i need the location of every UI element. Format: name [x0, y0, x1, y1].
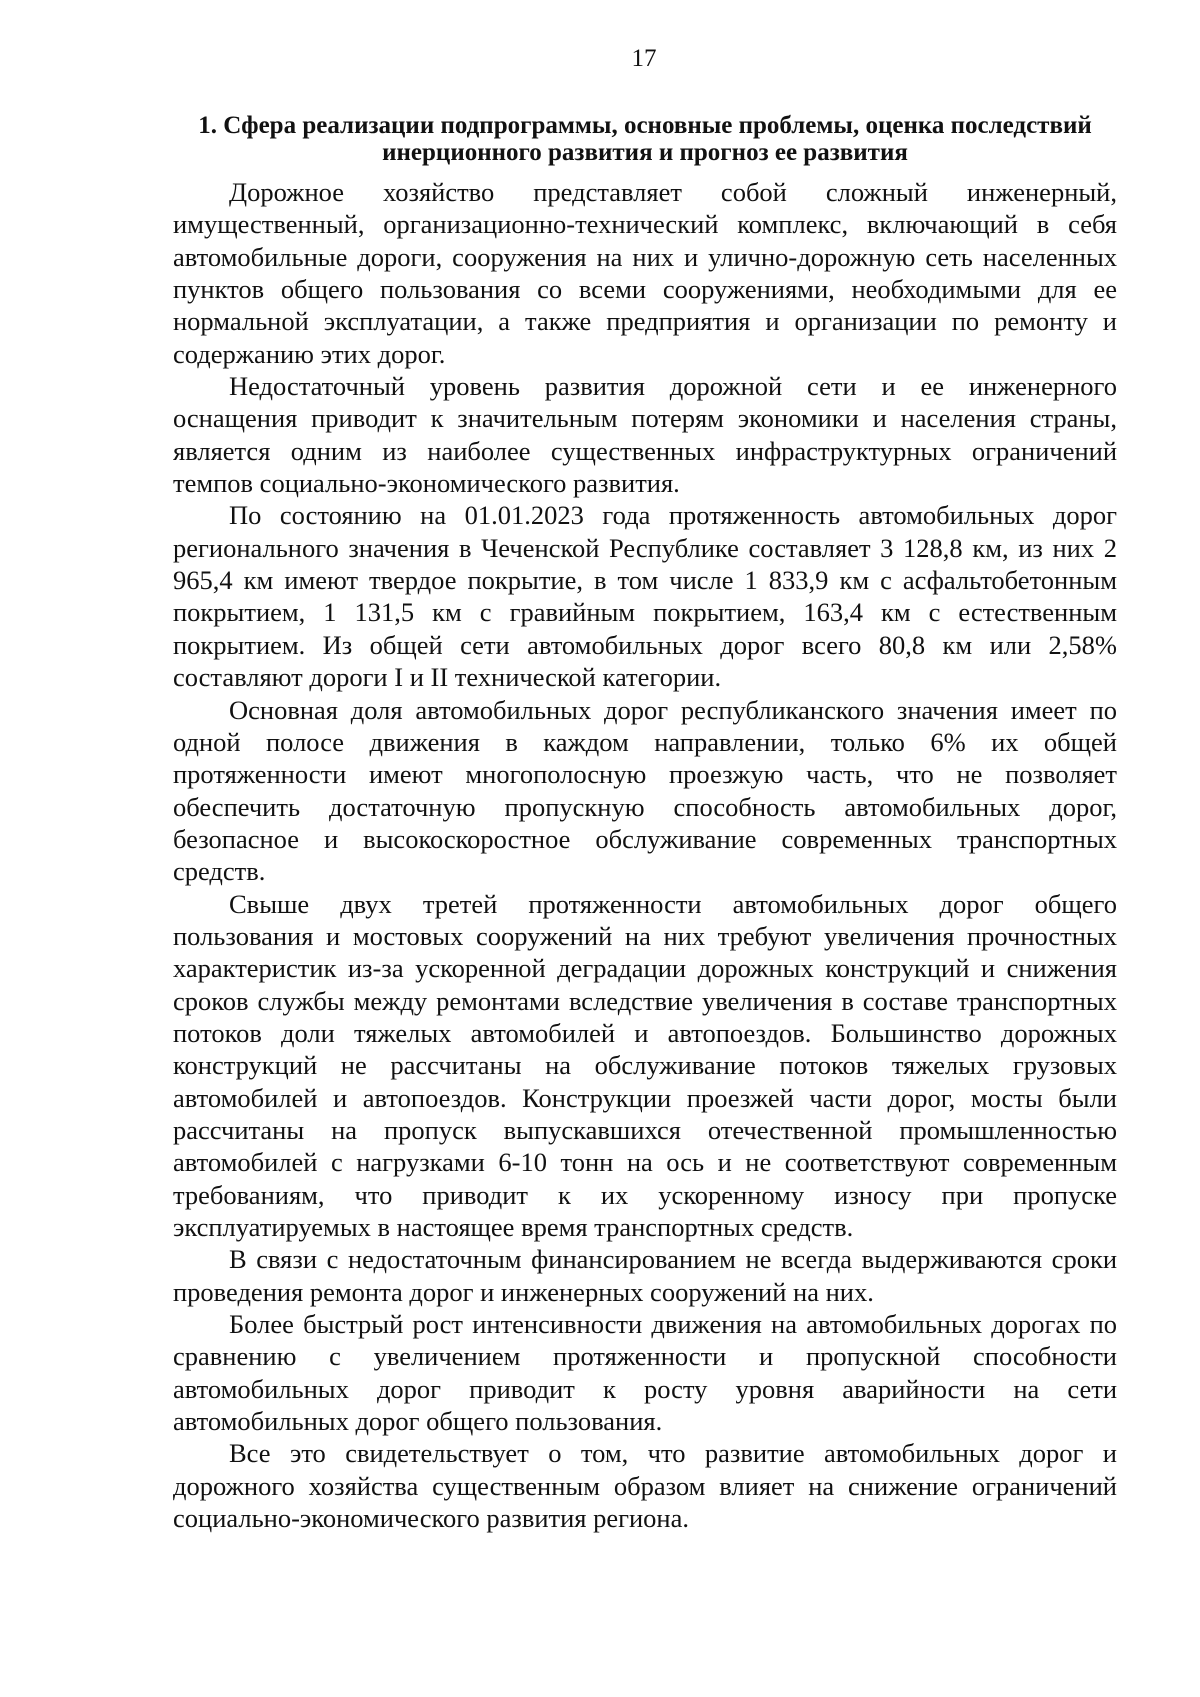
section-heading: 1. Сфера реализации подпрограммы, основные проблемы, оценка последствий инерционного развития и прогноз ее развития: [198, 112, 1092, 166]
page-number: 17: [631, 45, 657, 72]
paragraph: Основная доля автомобильных дорог республиканского значения имеет по одной полосе движения в каждом направлении, только 6% их общей протяженности имеют многополосную проезжую часть, что не позволяет обеспечить достаточную пропускную способность автомобильных дорог, безопасное и высокоскоростное обслуживание современных транспортных средств.: [173, 694, 1117, 887]
paragraph: Недостаточный уровень развития дорожной сети и ее инженерного оснащения приводит к значительным потерям экономики и населения страны, является одним из наиболее существенных инфраструктурных ограничений темпов социально-экономического развития.: [173, 371, 1117, 499]
paragraph: Более быстрый рост интенсивности движения на автомобильных дорогах по сравнению с увеличением протяженности и пропускной способности автомобильных дорог приводит к росту уровня аварийности на сети автомобильных дорог общего пользования.: [173, 1309, 1117, 1437]
paragraph: Дорожное хозяйство представляет собой сложный инженерный, имущественный, организационно-технический комплекс, включающий в себя автомобильные дороги, сооружения на них и улично-дорожную сеть населенных пунктов общего пользования со всеми сооружениями, необходимыми для ее нормальной эксплуатации, а также предприятия и организации по ремонту и содержанию этих дорог.: [173, 177, 1117, 369]
document-body: [173, 176, 1117, 1534]
paragraph: Свыше двух третей протяженности автомобильных дорог общего пользования и мостовых сооружений на них требуют увеличения прочностных характеристик из-за ускоренной деградации дорожных конструкций и снижения сроков службы между ремонтами вследствие увеличения в составе транспортных потоков доли тяжелых автомобилей и автопоездов. Большинство дорожных конструкций не рассчитаны на обслуживание потоков тяжелых грузовых автомобилей и автопоездов. Конструкции проезжей части дорог, мосты были рассчитаны на пропуск выпускавшихся отечественной промышленностью автомобилей с нагрузками 6-10 тонн на ось и не соответствуют современным требованиям, что приводит к их ускоренному износу при пропуске эксплуатируемых в настоящее время транспортных средств.: [173, 888, 1117, 1242]
paragraph: Все это свидетельствует о том, что развитие автомобильных дорог и дорожного хозяйства существенным образом влияет на снижение ограничений социально-экономического развития региона.: [173, 1438, 1117, 1534]
paragraph: По состоянию на 01.01.2023 года протяженность автомобильных дорог регионального значения в Чеченской Республике составляет 3 128,8 км, из них 2 965,4 км имеют твердое покрытие, в том числе 1 833,9 км с асфальтобетонным покрытием, 1 131,5 км с гравийным покрытием, 163,4 км с естественным покрытием. Из общей сети автомобильных дорог всего 80,8 км или 2,58% составляют дороги I и II технической категории.: [173, 500, 1117, 693]
paragraph: В связи с недостаточным финансированием не всегда выдерживаются сроки проведения ремонта дорог и инженерных сооружений на них.: [173, 1244, 1117, 1307]
